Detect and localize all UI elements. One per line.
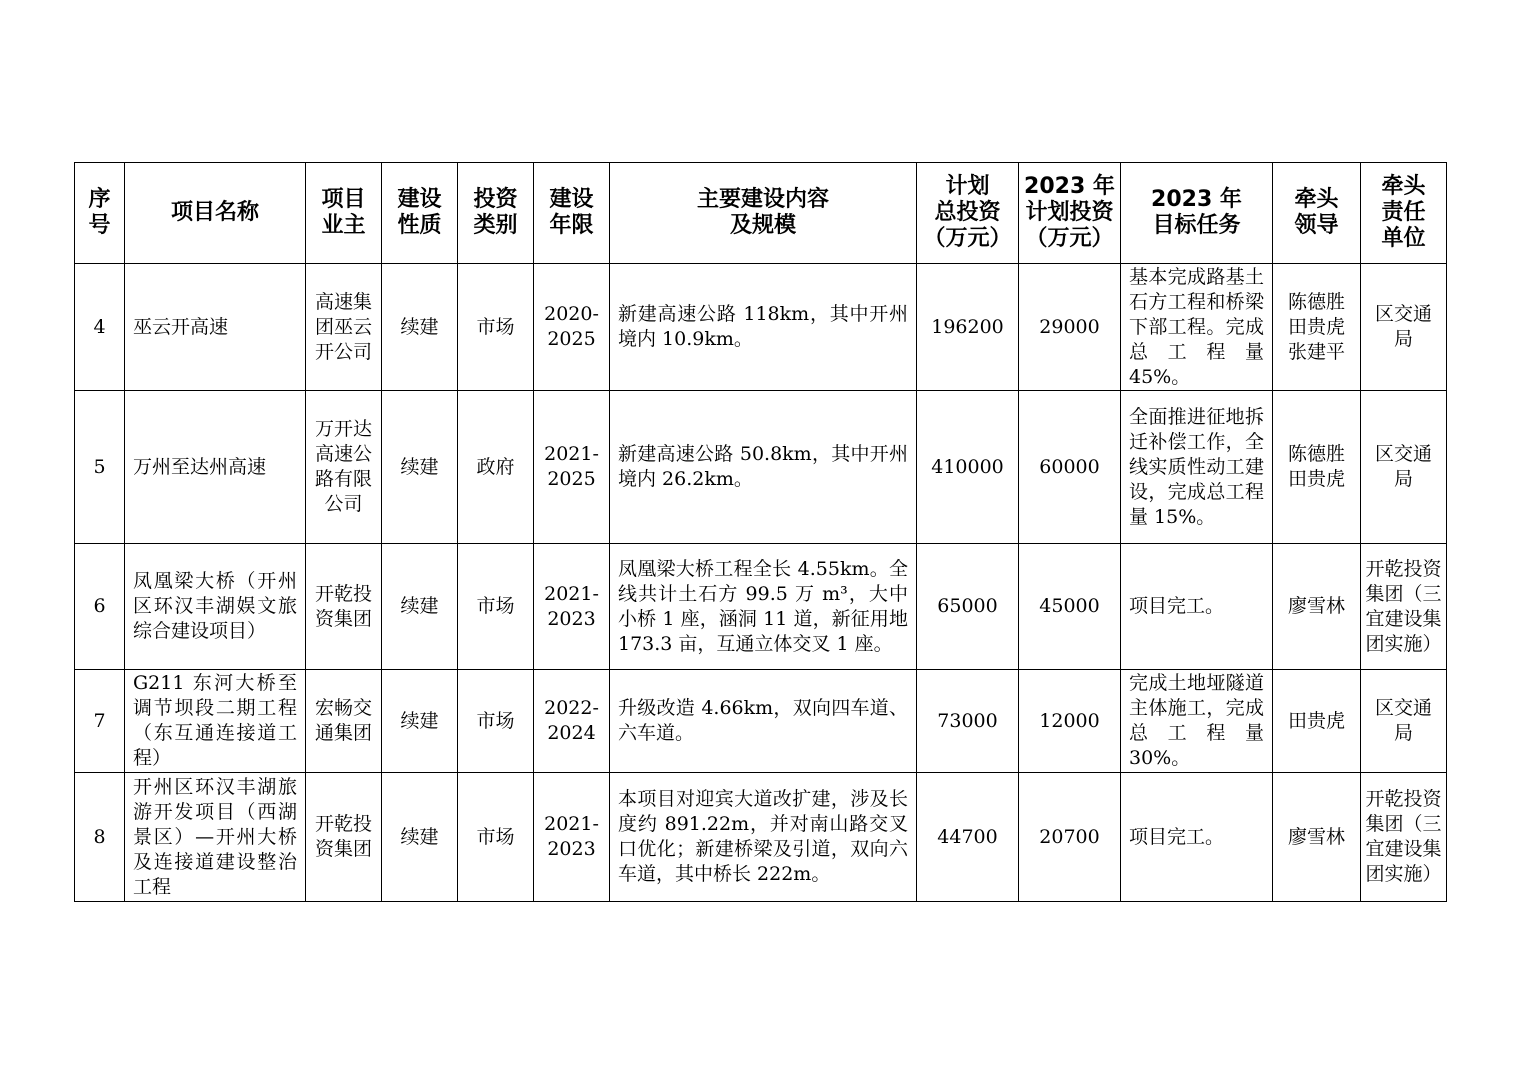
cell-total-invest: 44700 bbox=[917, 773, 1019, 902]
cell-target-2023: 全面推进征地拆迁补偿工作，全线实质性动工建设，完成总工程量 15%。 bbox=[1121, 391, 1273, 544]
header-content bbox=[610, 163, 917, 264]
cell-period: 2021-2023 bbox=[534, 773, 610, 902]
cell-invest-type: 政府 bbox=[458, 391, 534, 544]
cell-seq: 5 bbox=[75, 391, 125, 544]
header-line: 单位 bbox=[1381, 226, 1426, 251]
header-line: （万元） bbox=[923, 226, 1012, 251]
header-line: 建设 bbox=[549, 187, 594, 212]
cell-total-invest: 65000 bbox=[917, 544, 1019, 670]
header-invest-type bbox=[458, 163, 534, 264]
header-line: 建设 bbox=[397, 187, 442, 212]
cell-name: 开州区环汉丰湖旅游开发项目（西湖景区）—开州大桥及连接道建设整治工程 bbox=[125, 773, 306, 902]
cell-leader: 陈德胜田贵虎 bbox=[1273, 391, 1361, 544]
header-line: 项目名称 bbox=[170, 200, 259, 225]
header-line: 目标任务 bbox=[1152, 213, 1241, 238]
header-period bbox=[534, 163, 610, 264]
cell-invest-2023: 45000 bbox=[1019, 544, 1121, 670]
cell-leader: 廖雪林 bbox=[1273, 773, 1361, 902]
cell-dept: 区交通局 bbox=[1361, 670, 1447, 773]
header-invest-2023 bbox=[1019, 163, 1121, 264]
cell-target-2023: 基本完成路基土石方工程和桥梁下部工程。完成总工程量 45%。 bbox=[1121, 264, 1273, 391]
cell-nature: 续建 bbox=[382, 544, 458, 670]
header-line: 责任 bbox=[1381, 200, 1426, 225]
header-line: 年限 bbox=[549, 213, 594, 238]
cell-seq: 8 bbox=[75, 773, 125, 902]
header-seq bbox=[75, 163, 125, 264]
cell-nature: 续建 bbox=[382, 264, 458, 391]
header-line: （万元） bbox=[1025, 226, 1114, 251]
cell-seq: 7 bbox=[75, 670, 125, 773]
cell-owner: 高速集团巫云开公司 bbox=[306, 264, 382, 391]
cell-name: 万州至达州高速 bbox=[125, 391, 306, 544]
cell-period: 2022-2024 bbox=[534, 670, 610, 773]
cell-leader: 陈德胜田贵虎张建平 bbox=[1273, 264, 1361, 391]
table-row bbox=[75, 773, 1447, 902]
cell-owner: 开乾投资集团 bbox=[306, 773, 382, 902]
cell-total-invest: 73000 bbox=[917, 670, 1019, 773]
header-line: 项目 bbox=[321, 187, 366, 212]
cell-invest-2023: 20700 bbox=[1019, 773, 1121, 902]
cell-nature: 续建 bbox=[382, 670, 458, 773]
cell-content: 升级改造 4.66km，双向四车道、六车道。 bbox=[610, 670, 917, 773]
cell-target-2023: 项目完工。 bbox=[1121, 544, 1273, 670]
header-line: 及规模 bbox=[729, 213, 796, 238]
cell-invest-2023: 12000 bbox=[1019, 670, 1121, 773]
header-line: 投资 bbox=[473, 187, 518, 212]
header-line: 性质 bbox=[397, 213, 442, 238]
table-row bbox=[75, 670, 1447, 773]
header-total-invest bbox=[917, 163, 1019, 264]
header-line: 领导 bbox=[1294, 213, 1339, 238]
cell-dept: 开乾投资集团（三宜建设集团实施） bbox=[1361, 773, 1447, 902]
cell-invest-type: 市场 bbox=[458, 264, 534, 391]
table-row bbox=[75, 391, 1447, 544]
cell-seq: 4 bbox=[75, 264, 125, 391]
header-dept bbox=[1361, 163, 1447, 264]
header-line: 类别 bbox=[473, 213, 518, 238]
cell-name: 凤凰梁大桥（开州区环汉丰湖娱文旅综合建设项目） bbox=[125, 544, 306, 670]
cell-total-invest: 196200 bbox=[917, 264, 1019, 391]
header-line: 2023 年 bbox=[1024, 174, 1115, 199]
cell-period: 2021-2025 bbox=[534, 391, 610, 544]
cell-target-2023: 完成土地垭隧道主体施工，完成总工程量 30%。 bbox=[1121, 670, 1273, 773]
cell-name: 巫云开高速 bbox=[125, 264, 306, 391]
cell-invest-type: 市场 bbox=[458, 544, 534, 670]
header-line: 2023 年 bbox=[1151, 187, 1242, 212]
cell-invest-type: 市场 bbox=[458, 670, 534, 773]
cell-target-2023: 项目完工。 bbox=[1121, 773, 1273, 902]
cell-period: 2021-2023 bbox=[534, 544, 610, 670]
table-row bbox=[75, 264, 1447, 391]
cell-owner: 宏畅交通集团 bbox=[306, 670, 382, 773]
cell-content: 新建高速公路 50.8km，其中开州境内 26.2km。 bbox=[610, 391, 917, 544]
header-name bbox=[125, 163, 306, 264]
cell-content: 新建高速公路 118km，其中开州境内 10.9km。 bbox=[610, 264, 917, 391]
cell-leader: 廖雪林 bbox=[1273, 544, 1361, 670]
cell-dept: 区交通局 bbox=[1361, 264, 1447, 391]
cell-name: G211 东河大桥至调节坝段二期工程（东互通连接道工程） bbox=[125, 670, 306, 773]
header-line: 序 bbox=[88, 187, 111, 212]
cell-invest-2023: 29000 bbox=[1019, 264, 1121, 391]
project-table bbox=[74, 162, 1447, 902]
header-line: 牵头 bbox=[1294, 187, 1339, 212]
cell-invest-2023: 60000 bbox=[1019, 391, 1121, 544]
cell-invest-type: 市场 bbox=[458, 773, 534, 902]
header-line: 业主 bbox=[321, 213, 366, 238]
header-line: 主要建设内容 bbox=[696, 187, 829, 212]
header-target-2023 bbox=[1121, 163, 1273, 264]
cell-dept: 区交通局 bbox=[1361, 391, 1447, 544]
cell-content: 本项目对迎宾大道改扩建，涉及长度约 891.22m，并对南山路交叉口优化；新建桥梁及引道，双向六车道，其中桥长 222m。 bbox=[610, 773, 917, 902]
header-line: 号 bbox=[88, 213, 111, 238]
cell-owner: 开乾投资集团 bbox=[306, 544, 382, 670]
cell-nature: 续建 bbox=[382, 773, 458, 902]
header-line: 总投资 bbox=[934, 200, 1001, 225]
cell-leader: 田贵虎 bbox=[1273, 670, 1361, 773]
table-row bbox=[75, 544, 1447, 670]
cell-dept: 开乾投资集团（三宜建设集团实施） bbox=[1361, 544, 1447, 670]
header-line: 计划 bbox=[945, 174, 990, 199]
cell-owner: 万开达高速公路有限公司 bbox=[306, 391, 382, 544]
header-line: 计划投资 bbox=[1025, 200, 1114, 225]
cell-total-invest: 410000 bbox=[917, 391, 1019, 544]
header-leader bbox=[1273, 163, 1361, 264]
header-row bbox=[75, 163, 1447, 264]
header-line: 牵头 bbox=[1381, 174, 1426, 199]
header-nature bbox=[382, 163, 458, 264]
cell-nature: 续建 bbox=[382, 391, 458, 544]
cell-content: 凤凰梁大桥工程全长 4.55km。全线共计土石方 99.5 万 m³，大中小桥 1 座，涵洞 11 道，新征用地 173.3 亩，互通立体交叉 1 座。 bbox=[610, 544, 917, 670]
header-owner bbox=[306, 163, 382, 264]
cell-period: 2020-2025 bbox=[534, 264, 610, 391]
cell-seq: 6 bbox=[75, 544, 125, 670]
